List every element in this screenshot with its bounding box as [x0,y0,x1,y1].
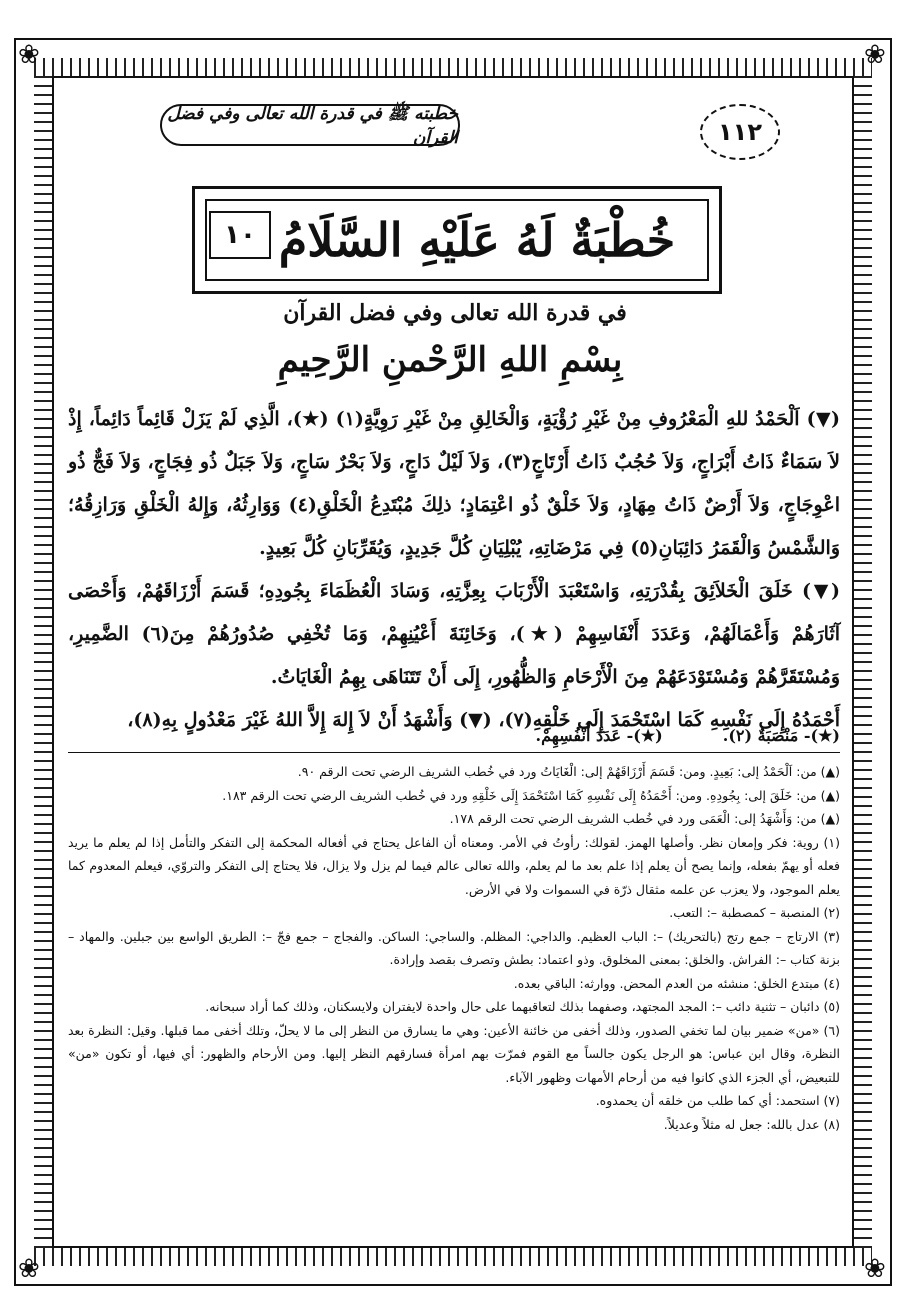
flower-ornament-icon: ❀ [864,1254,886,1284]
footnote: (▲) من: وَأَشْهَدُ إلى: الْعَمَى ورد في خُطب الشريف الرضي تحت الرقم ١٧٨. [449,811,840,826]
sermon-subtitle: في قدرة الله تعالى وفي فضل القرآن [283,300,627,326]
flower-ornament-icon: ❀ [18,40,40,70]
footnote: (٤) مبتدع الخلق: منشئه من العدم المحض. ووارثه: الباقي بعده. [513,975,840,991]
footnote: (٦) «من» ضمير بيان لما تخفي الصدور، وذلك أخفى من خائنة الأعين: وهي ما يسارق من النظر إلى ما لا يحلّ، وتلك أخفى مما قبلها. وقيل: النظرة بعد النظرة، وقال ابن عباس: هو الرجل يكون جالساً مع القوم فمرّت بهم امرأة فسارقهم النظر إليها. ومن الأرحام والظهور: أي فيها، أو تكون «من» للتبعيض، أي الجزء الذي كانوا فيه من أرحام الأمهات وظهور الآباء. [68,1022,840,1085]
paragraph: (▼) خَلَقَ الْخَلاَئِقَ بِقُدْرَتِهِ، وَاسْتَعْبَدَ الْأَرْبَابَ بِعِزَّتِهِ، وَسَادَ الْعُظَمَاءَ بِجُودِهِ؛ قَسَمَ أَرْزَاقَهُمْ، وَأَحْصَى آثَارَهُمْ وَأَعْمَالَهُمْ، وَعَدَدَ أَنْفَاسِهِمْ (★)، وَخَائِنَةَ أَعْيُنِهِمْ، وَمَا تُخْفِي صُدُورُهُمْ مِنَ(٦) الضَّمِيرِ، وَمُسْتَقَرَّهُمْ وَمُسْتَوْدَعَهُمْ مِنَ الْأَرْحَامِ وَالظُّهُورِ، إِلَى أَنْ تَتَنَاهَى بِهِمُ الْغَايَاتُ. [68,580,841,688]
sermon-title: خُطْبَةٌ لَهُ عَلَيْهِ السَّلَامُ [278,213,676,267]
sermon-body [68,398,840,742]
page-number: ١١٢ [700,104,780,160]
footnote: (٥) دائبان – تثنية دائب –: المجد المجتهد، وصفهما بذلك لتعاقبهما على حال واحدة لايفتران ولايسكنان، وذلك كما أراد سبحانه. [205,999,840,1014]
flower-ornament-icon: ❀ [18,1254,40,1284]
footnotes [68,760,840,1136]
footnote: (٨) عدل بالله: جعل له مثلاً وعديلاً. [663,1116,840,1132]
paragraph: (▼) اَلْحَمْدُ للهِ الْمَعْرُوفِ مِنْ غَيْرِ رُؤْيَةٍ، وَالْخَالِقِ مِنْ غَيْرِ رَوِيَّةٍ(١) (★)، الَّذِي لَمْ يَزَلْ قَائِماً دَائِماً، إِذْ لاَ سَمَاءٌ ذَاتُ أَبْرَاجٍ، وَلاَ حُجُبٌ ذَاتُ أَرْتَاجٍ(٣)، وَلاَ لَيْلٌ دَاجٍ، وَلاَ بَحْرٌ سَاجٍ، وَلاَ جَبَلٌ ذُو فِجَاجٍ، وَلاَ فَجٌّ ذُو اعْوِجَاجٍ، وَلاَ أَرْضٌ ذَاتُ مِهَادٍ، وَلاَ خَلْقٌ ذُو اعْتِمَادٍ؛ ذلِكَ مُبْتَدِعُ الْخَلْقِ(٤) وَوَارِثُهُ، وَإِلهُ الْخَلْقِ وَرَازِقُهُ؛ وَالشَّمْسُ وَالْقَمَرُ دَائِبَانِ(٥) فِي مَرْضَاتِهِ، يُبْلِيَانِ كُلَّ جَدِيدٍ، وَيُقَرِّبَانِ كُلَّ بَعِيدٍ. [68,408,840,559]
footnote: (٣) الارتاج – جمع رتج (بالتحريك) –: الباب العظيم. والداجي: المظلم. والساجي: الساكن. والفجاج – جمع فجّ –: الطريق الواسع بين جبلين. والمهاد – بزنة كتاب –: الفراش. والخلق: بمعنى المخلوق. وذو اعتماد: بطش وتصرف بقصد وإرادة. [68,928,840,967]
footnote: (١) روية: فكر وإمعان نظر. وأصلها الهمز. لقولك: رأوتُ في الأمر. ومعناه أن الفاعل يحتاج في أفعاله المحكمة إلى التفكر والتأمل إذا لم يعلم ما يريد فعله أو يهمّ بفعله، وإنما يصح أن يعلم إذا علم بعد ما لم يعلم، والله تعالى عالم فيما لم يزل ولا يزال، فلا يحتاج إلى التفكر والتروّي، فيعلم المعدوم كما يعلم الموجود، ولا يعزب عن علمه مثقال ذرّة في السموات ولا في الأرض. [68,834,840,897]
sermon-number: ١٠ [209,211,271,259]
paragraph: أَحْمَدُهُ إِلَى نَفْسِهِ كَمَا اسْتَحْمَدَ إِلَى خَلْقِهِ(٧)، (▼) وَأَشْهَدُ أَنْ لاَ إِلهَ إِلاَّ اللهُ غَيْرَ مَعْدُولٍ بِهِ(٨)، [127,709,840,731]
variant-note: (★)- عَدَدَ أَنْفُسِهِمْ. [535,726,663,745]
basmala: بِسْمِ اللهِ الرَّحْمنِ الرَّحِيمِ [277,340,623,380]
variant-note: (★)- مَنْصَبَةٌ (٢). [722,726,840,745]
sermon-title-box [192,186,722,294]
footnote: (▲) من: اَلْحَمْدُ إلى: بَعِيدٍ. ومن: قَسَمَ أَرْزَاقَهُمْ إلى: الْغَايَاتُ ورد في خُطب الشريف الرضي تحت الرقم ٩٠. [297,764,840,779]
footnote: (٧) استحمد: أي كما طلب من خلقه أن يحمدوه. [595,1093,840,1108]
flower-ornament-icon: ❀ [864,40,886,70]
variant-readings [68,726,840,745]
footnote: (٢) المنصبة – كمصطبة –: التعب. [669,905,840,920]
footnote-divider [68,752,840,753]
running-title: خطبته ﷺ في قدرة الله تعالى وفي فضل القرآن [160,104,460,146]
footnote: (▲) من: خَلَقَ إلى: بِجُودِهِ. ومن: أَحْمَدُهُ إِلَى نَفْسِهِ كَمَا اسْتَحْمَدَ إِلَى خَلْقِهِ ورد في خُطب الشريف الرضي تحت الرقم ١٨٣. [222,787,840,803]
